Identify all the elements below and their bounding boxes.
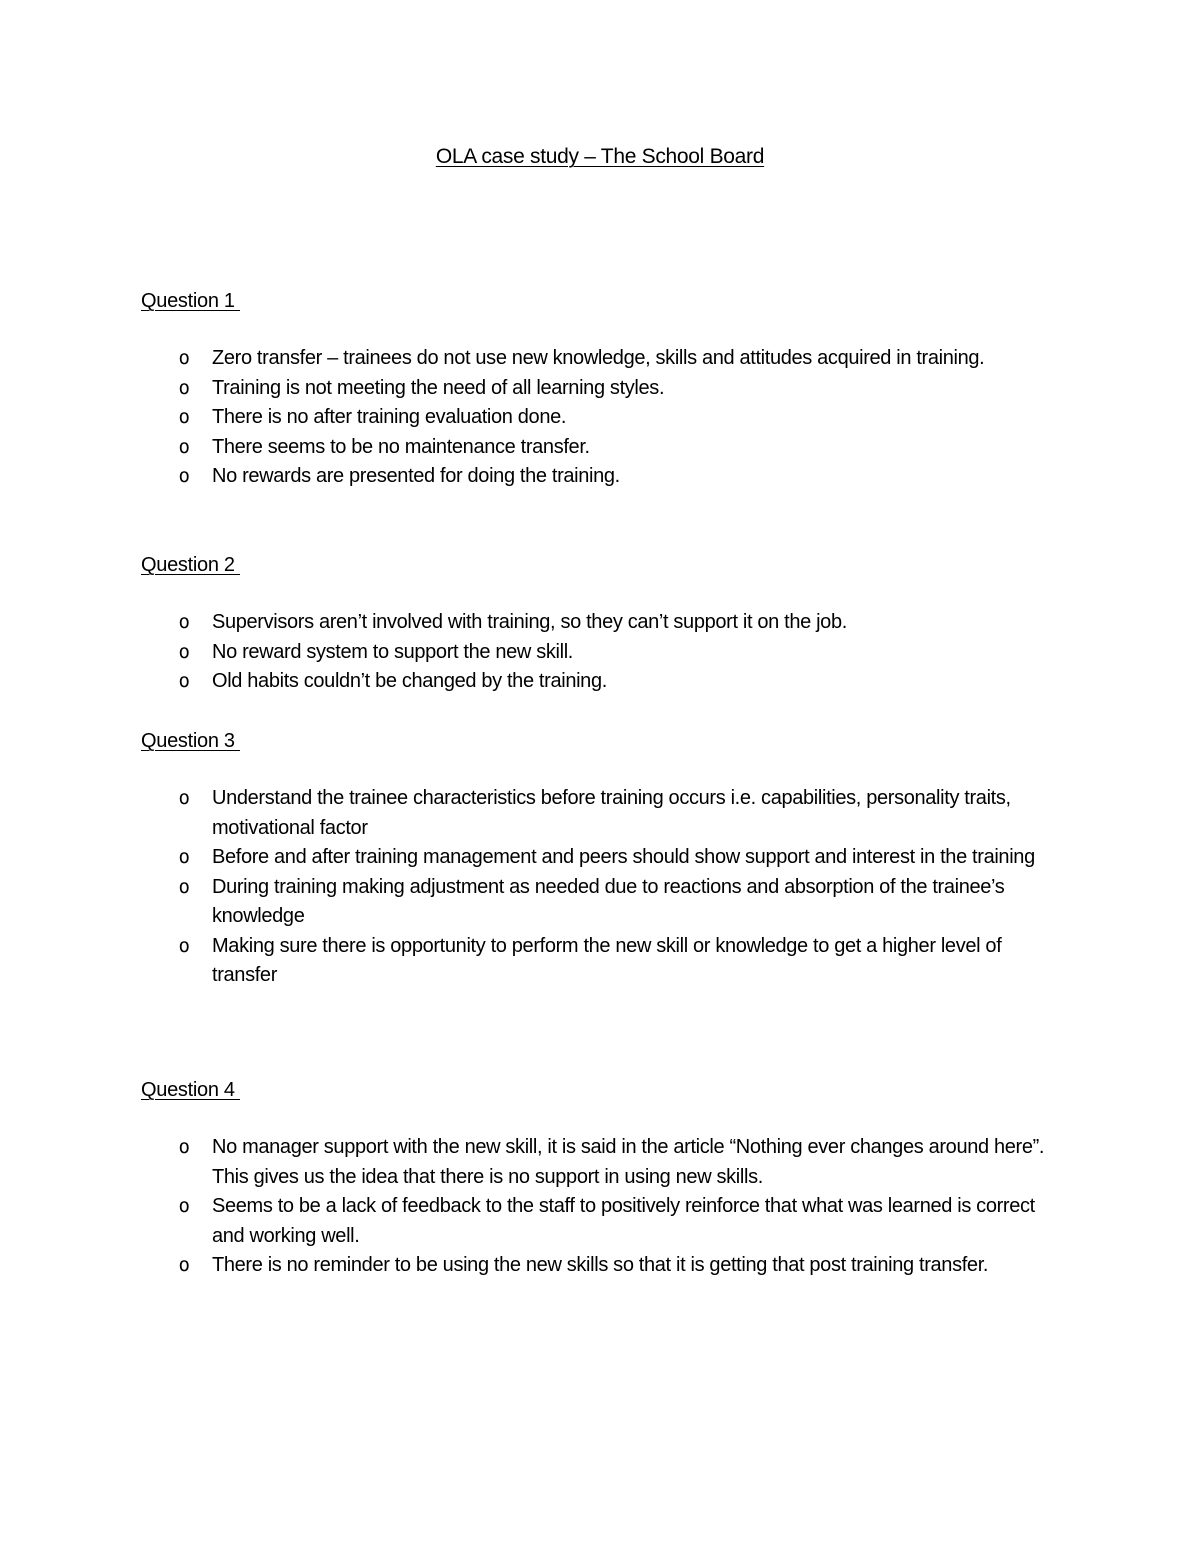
list-item-text: No rewards are presented for doing the training. [212,465,620,487]
list-item [141,1133,1071,1192]
bullet-icon: o [178,640,190,663]
list-item [141,1251,1071,1281]
bullet-icon: o [178,1195,190,1217]
list-item [141,344,1071,374]
list-item-text: Supervisors aren’t involved with training, so they can’t support it on the job. [212,611,847,633]
question-4-list [141,1133,1071,1281]
list-item-text: Seems to be a lack of feedback to the staff to positively reinforce that what was learned is correct and working well. [212,1195,1035,1247]
list-item-text: Old habits couldn’t be changed by the training. [212,670,607,692]
bullet-icon: o [178,787,190,809]
list-item [141,374,1071,404]
list-item-text: During training making adjustment as needed due to reactions and absorption of the trainee’s knowledge [212,875,1005,927]
question-3-list [141,784,1071,991]
list-item [141,433,1071,463]
bullet-icon: o [178,406,190,428]
bullet-icon: o [178,846,190,868]
question-2-heading: Question 2 [141,554,240,576]
list-item-text: Zero transfer – trainees do not use new knowledge, skills and attitudes acquired in training. [212,347,985,369]
bullet-icon: o [178,1136,190,1158]
list-item [141,843,1071,873]
list-item-text: There is no reminder to be using the new skills so that it is getting that post training transfer. [212,1254,989,1276]
list-item-text: No manager support with the new skill, it is said in the article “Nothing ever changes around here”. This gives us the idea that there is no support in using new skills. [212,1136,1045,1188]
list-item-text: No reward system to support the new skill. [212,640,574,663]
list-item-text: There is no after training evaluation done. [212,406,567,428]
list-item [141,608,1071,638]
bullet-icon: o [178,875,190,898]
question-1-heading: Question 1 [141,290,240,312]
bullet-icon: o [178,347,190,369]
list-item [141,462,1071,492]
list-item [141,932,1071,991]
question-2-list [141,608,1071,697]
bullet-icon: o [178,611,190,633]
list-item [141,1192,1071,1251]
bullet-icon: o [178,376,190,399]
bullet-icon: o [178,465,190,487]
list-item [141,667,1071,697]
question-4-heading: Question 4 [141,1079,240,1101]
list-item-text: Making sure there is opportunity to perform the new skill or knowledge to get a higher level of transfer [212,934,1002,986]
question-3-heading: Question 3 [141,730,240,752]
list-item-text: Understand the trainee characteristics before training occurs i.e. capabilities, personality traits, motivational factor [212,787,1011,839]
list-item [141,873,1071,932]
bullet-icon: o [178,1254,190,1276]
document-title-text: OLA case study – The School Board [435,145,765,168]
list-item-text: Before and after training management and peers should show support and interest in the training [212,846,1035,868]
list-item [141,403,1071,433]
document-title [0,143,1200,171]
list-item [141,784,1071,843]
question-1-list [141,344,1071,492]
list-item-text: Training is not meeting the need of all learning styles. [212,376,665,399]
bullet-icon: o [178,934,190,957]
list-item [141,638,1071,668]
bullet-icon: o [178,435,190,458]
list-item-text: There seems to be no maintenance transfer. [212,435,590,458]
bullet-icon: o [178,670,190,692]
